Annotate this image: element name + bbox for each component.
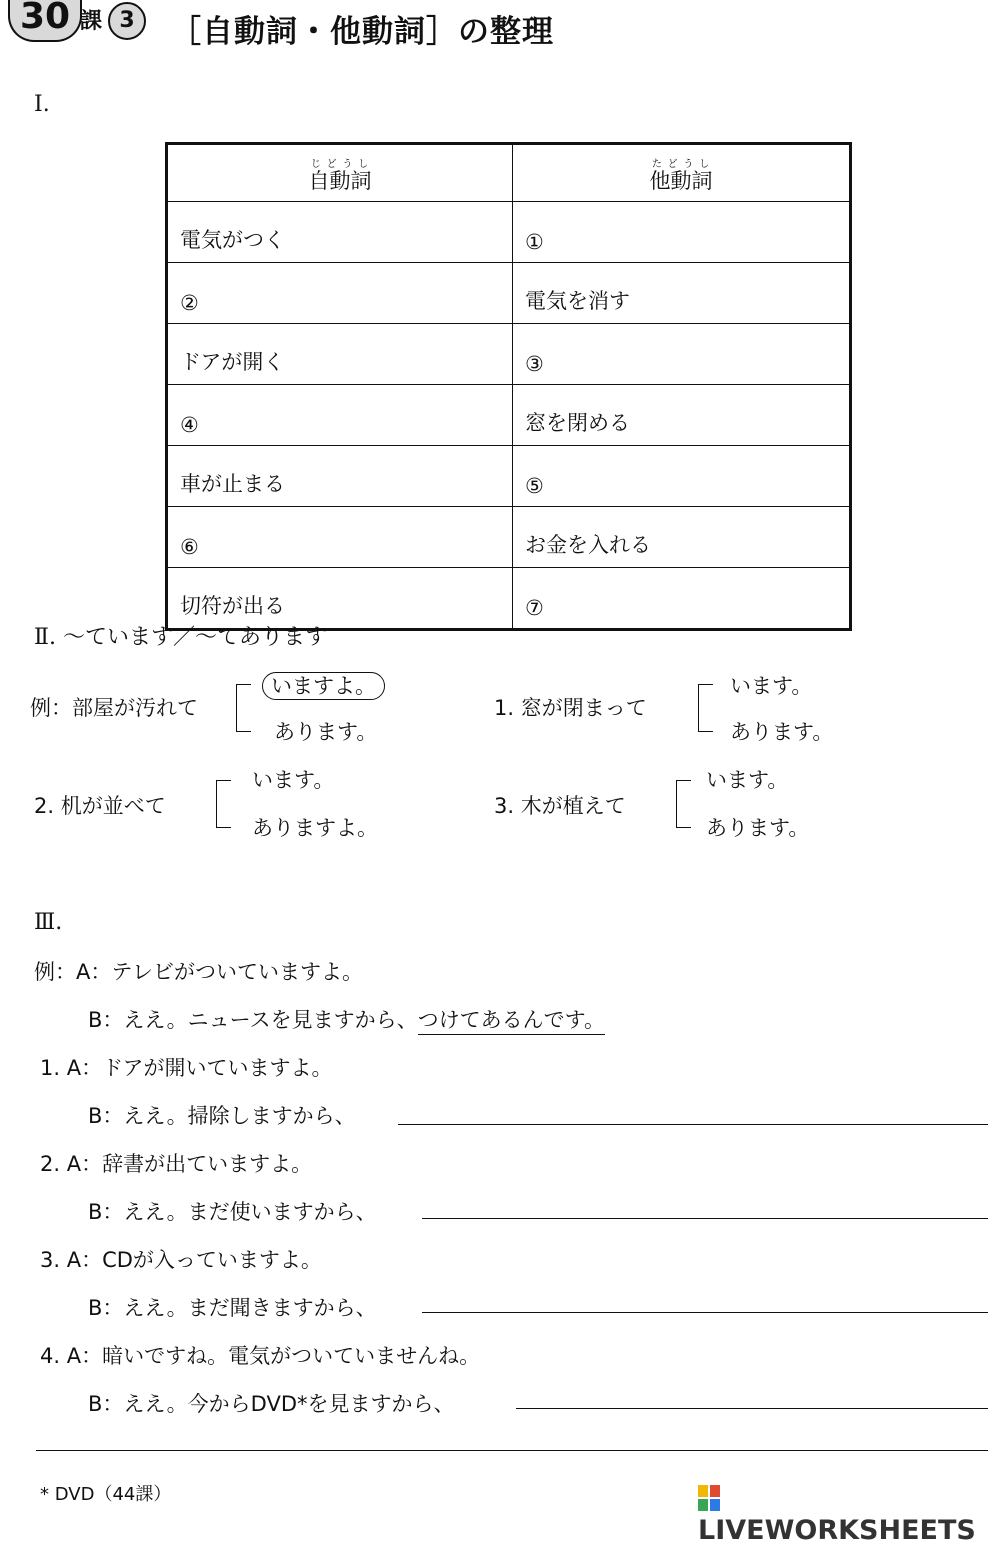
bracket: [236, 684, 251, 732]
answer-cell-5[interactable]: ⑤: [513, 446, 851, 507]
s2-item-1-stem: 1. 窓が閉まって: [494, 696, 647, 720]
footnote: * DVD（44課）: [40, 1484, 172, 1505]
s3-item-4-answer-line[interactable]: [516, 1408, 988, 1409]
cell-transitive: お金を入れる: [513, 507, 851, 568]
s3-item-3-answer-line[interactable]: [422, 1312, 988, 1313]
section-1-label: Ⅰ.: [34, 92, 50, 117]
lesson-kanji: 課: [80, 9, 103, 34]
s2-item-2-opt1[interactable]: います。: [252, 768, 335, 792]
s2-item-2-stem: 2. 机が並べて: [34, 794, 166, 818]
table-header-row: [167, 144, 851, 202]
answer-cell-7[interactable]: ⑦: [513, 568, 851, 630]
cell-intransitive: ドアが開く: [167, 324, 513, 385]
page-title: ［自動詞・他動詞］の整理: [170, 14, 554, 50]
table-row: [167, 446, 851, 507]
s3-item-4-b: B：ええ。今からDVD*を見ますから、: [88, 1392, 455, 1416]
lesson-badge: [8, 0, 138, 40]
lesson-part: 3: [108, 2, 146, 40]
table-row: [167, 202, 851, 263]
cell-intransitive: 車が止まる: [167, 446, 513, 507]
s3-item-3-b: B：ええ。まだ聞きますから、: [88, 1296, 377, 1320]
answer-cell-1[interactable]: ①: [513, 202, 851, 263]
s2-item-3-stem: 3. 木が植えて: [494, 794, 626, 818]
section-3-label: Ⅲ.: [34, 910, 63, 935]
s3-item-1-a: 1. A：ドアが開いていますよ。: [40, 1056, 333, 1080]
s3-item-2-a: 2. A：辞書が出ていますよ。: [40, 1152, 313, 1176]
s3-item-4-a: 4. A：暗いですね。電気がついていませんね。: [40, 1344, 481, 1368]
s3-item-1-answer-line[interactable]: [398, 1124, 988, 1125]
table-row: [167, 385, 851, 446]
s3-item-2-answer-line[interactable]: [422, 1218, 988, 1219]
answer-cell-2[interactable]: ②: [167, 263, 513, 324]
bracket: [698, 684, 713, 732]
s2-item-1-opt1[interactable]: います。: [730, 674, 813, 698]
s2-item-2-opt2[interactable]: ありますよ。: [252, 816, 378, 840]
lesson-number: 30: [8, 0, 82, 42]
col-transitive: 他動詞たどうし: [513, 144, 851, 202]
table-row: [167, 263, 851, 324]
s3-item-2-b: B：ええ。まだ使いますから、: [88, 1200, 377, 1224]
s2-item-3-opt2[interactable]: あります。: [706, 816, 810, 840]
s3-example-a: 例：A：テレビがついていますよ。: [34, 960, 363, 984]
s2-example-stem: 例：部屋が汚れて: [30, 696, 198, 720]
cell-intransitive: 切符が出る: [167, 568, 513, 630]
answer-cell-6[interactable]: ⑥: [167, 507, 513, 568]
cell-transitive: 電気を消す: [513, 263, 851, 324]
cell-intransitive: 電気がつく: [167, 202, 513, 263]
s3-item-1-b: B：ええ。掃除しますから、: [88, 1104, 356, 1128]
bracket: [676, 780, 691, 828]
section-2-heading: [34, 620, 327, 651]
liveworksheets-logo: [698, 1484, 1000, 1546]
section-2-title: ～ています／～てあります: [62, 625, 327, 650]
section-2-label: Ⅱ.: [34, 625, 56, 650]
answer-cell-4[interactable]: ④: [167, 385, 513, 446]
s3-example-answer: つけてあるんです。: [418, 1008, 605, 1035]
watermark-text: LIVEWORKSHEETS: [698, 1515, 976, 1546]
s2-item-3-opt1[interactable]: います。: [706, 768, 789, 792]
verb-table: [165, 142, 852, 631]
table-row: [167, 324, 851, 385]
table-row: [167, 507, 851, 568]
s2-example-opt1[interactable]: いますよ。: [262, 670, 385, 700]
s3-item-4-answer-line-2[interactable]: [36, 1450, 988, 1451]
s3-item-3-a: 3. A：CDが入っていますよ。: [40, 1248, 322, 1272]
col-intransitive: 自動詞じどうし: [167, 144, 513, 202]
s3-example-b: B：ええ。ニュースを見ますから、つけてあるんです。: [88, 1004, 605, 1034]
liveworksheets-icon: [698, 1485, 720, 1511]
s2-example-opt2[interactable]: あります。: [274, 720, 378, 744]
answer-cell-3[interactable]: ③: [513, 324, 851, 385]
s2-item-1-opt2[interactable]: あります。: [730, 720, 834, 744]
cell-transitive: 窓を閉める: [513, 385, 851, 446]
bracket: [216, 780, 231, 828]
